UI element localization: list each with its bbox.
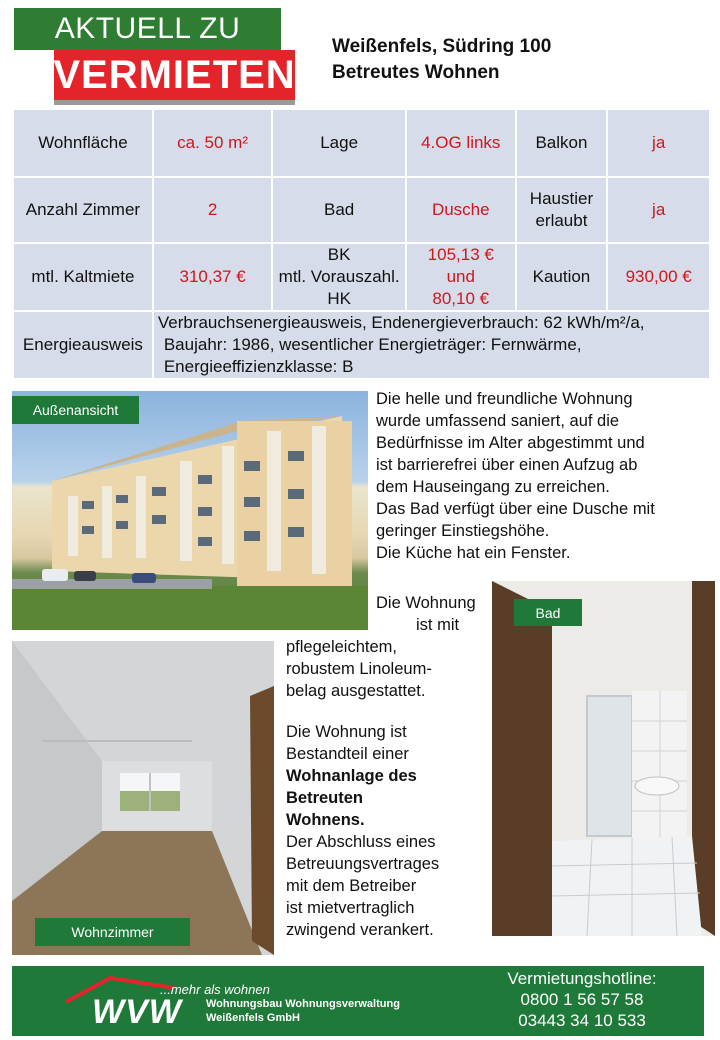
company-logo: WVW: [92, 993, 182, 1031]
hotline-label: Vermietungshotline:: [507, 969, 657, 988]
company-name-line1: Wohnungsbau Wohnungsverwaltung: [206, 998, 400, 1010]
listing-type: Betreutes Wohnen: [332, 62, 500, 83]
table-row: [13, 243, 710, 311]
exterior-photo: [12, 391, 368, 630]
text-line: robustem Linoleum-: [286, 660, 432, 678]
vz-value-line3: 80,10 €: [432, 289, 490, 308]
footer: [12, 966, 704, 1036]
living-room-label: Wohnzimmer: [35, 918, 190, 946]
energie-line3: Energieeffizienzklasse: B: [163, 357, 354, 376]
banner-line-2: VERMIETEN: [53, 52, 296, 97]
bathroom-illustration: [492, 581, 715, 936]
text-line: dem Hauseingang zu erreichen.: [376, 478, 610, 496]
vz-label-line1: BK: [327, 245, 351, 264]
energie-label: Energieausweis: [13, 311, 153, 379]
text-line: pflegeleichtem,: [286, 638, 397, 656]
text-line: geringer Einstiegshöhe.: [376, 522, 550, 540]
haustier-label-line2: erlaubt: [535, 211, 588, 230]
table-row: [13, 109, 710, 177]
text-bold: Wohnens.: [286, 811, 365, 829]
text-bold: Wohnanlage des: [286, 767, 417, 785]
wohnflaeche-value: ca. 50 m²: [153, 109, 272, 177]
zimmer-value: 2: [153, 177, 272, 243]
bathroom-photo: [492, 581, 715, 936]
text-line: ist barrierefrei über einen Aufzug ab: [376, 456, 638, 474]
table-row: [13, 177, 710, 243]
description-paragraph-1: [376, 388, 716, 564]
vz-value-line1: 105,13 €: [427, 245, 494, 264]
energie-value: [153, 311, 710, 379]
text-bold: Betreuten: [286, 789, 364, 807]
kaution-label: Kaution: [516, 243, 608, 311]
living-room-illustration: [12, 641, 274, 955]
wohnflaeche-label: Wohnfläche: [13, 109, 153, 177]
kaltmiete-label: mtl. Kaltmiete: [13, 243, 153, 311]
table-row: [13, 311, 710, 379]
vorauszahlung-value: [406, 243, 516, 311]
text-line: belag ausgestattet.: [286, 682, 426, 700]
exterior-label: Außenansicht: [12, 396, 139, 424]
text-line: mit dem Betreiber: [286, 877, 417, 895]
kaltmiete-value: 310,37 €: [153, 243, 272, 311]
listing-address: Weißenfels, Südring 100: [332, 36, 552, 57]
hotline-phone-2[interactable]: 03443 34 10 533: [518, 1011, 646, 1030]
text-line: Bedürfnisse im Alter abgestimmt und: [376, 434, 645, 452]
text-line: ist mit: [416, 616, 460, 634]
text-line: zwingend verankert.: [286, 921, 434, 939]
living-room-photo: [12, 641, 274, 955]
bathroom-label: Bad: [514, 599, 582, 626]
banner-aktuell: [14, 8, 281, 50]
hotline-phone-1[interactable]: 0800 1 56 57 58: [520, 990, 644, 1009]
vorauszahlung-label: [272, 243, 406, 311]
text-line: Die Wohnung: [376, 594, 476, 612]
text-line: Betreuungsvertrages: [286, 855, 440, 873]
lage-label: Lage: [272, 109, 406, 177]
company-tagline: ...mehr als wohnen: [160, 982, 270, 997]
description-paragraph-2a: [376, 592, 496, 636]
banner-line-1: AKTUELL ZU: [54, 12, 241, 45]
haustier-value: ja: [607, 177, 710, 243]
bad-value: Dusche: [406, 177, 516, 243]
text-line: wurde umfassend saniert, auf die: [376, 412, 620, 430]
vz-label-line2: mtl. Vorauszahl.: [278, 267, 400, 286]
text-line: Der Abschluss eines: [286, 833, 436, 851]
lage-value: 4.OG links: [406, 109, 516, 177]
vz-value-line2: und: [446, 267, 475, 286]
balkon-value: ja: [607, 109, 710, 177]
text-line: Die Küche hat ein Fenster.: [376, 544, 571, 562]
zimmer-label: Anzahl Zimmer: [13, 177, 153, 243]
text-line: Das Bad verfügt über eine Dusche mit: [376, 500, 655, 518]
description-paragraph-3: [286, 721, 486, 941]
energie-line1: Verbrauchsenergieausweis, Endenergieverbrauch: 62 kWh/m²/a,: [157, 313, 645, 332]
text-line: ist mietvertraglich: [286, 899, 415, 917]
hotline-block: [462, 968, 702, 1031]
balkon-label: Balkon: [516, 109, 608, 177]
energie-line2: Baujahr: 1986, wesentlicher Energieträger: Fernwärme,: [163, 335, 582, 354]
text-line: Die Wohnung ist: [286, 723, 407, 741]
vz-label-line3: HK: [327, 289, 351, 308]
haustier-label-line1: Haustier: [529, 189, 594, 208]
text-line: Die helle und freundliche Wohnung: [376, 390, 633, 408]
property-info-table: [12, 108, 711, 380]
building-illustration: [12, 391, 368, 630]
banner-vermieten: [54, 50, 295, 100]
haustier-label: [516, 177, 608, 243]
listing-title: [332, 34, 551, 86]
bad-label: Bad: [272, 177, 406, 243]
kaution-value: 930,00 €: [607, 243, 710, 311]
description-paragraph-2b: [286, 636, 486, 702]
company-name-line2: Weißenfels GmbH: [206, 1012, 300, 1024]
text-line: Bestandteil einer: [286, 745, 409, 763]
